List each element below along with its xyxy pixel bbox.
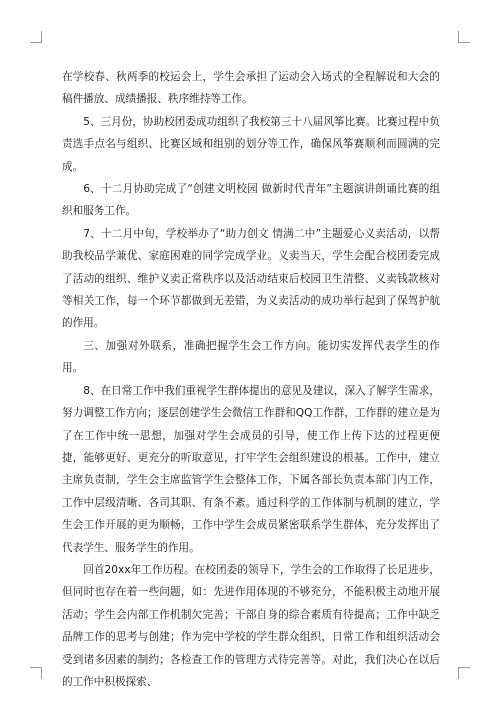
paragraph-speech-contest: 6、十二月协助完成了“创建文明校园 做新时代青年”主题演讲朗诵比赛的组织和服务工作。: [62, 183, 440, 218]
paragraph-daily-work: 8、在日常工作中我们重视学生群体提出的意见及建议，深入了解学生需求，努力调整工作方向；逐层创建学生会微信工作群和QQ工作群，工作群的建立是为了在工作中统一思想，加强对学生会成员的引导，使工作上传下达的过程更便捷，能够更好、更充分的听取意见，打牢学生会组织建设的根基。工作中，建立主席负责制，学生会主席监管学生会整体工作，下属各部长负责本部门内工作，工作中层级清晰、各司其职、有条不紊。通过科学的工作体制与机制的建立，学生会工作开展的更为顺畅，工作中学生会成员紧密联系学生群体，充分发挥出了代表学生、服务学生的作用。: [62, 384, 440, 554]
section-heading-external-liaison: 三、加强对外联系，准确把握学生会工作方向。能切实发挥代表学生的作用。: [62, 339, 440, 375]
paragraph-charity-sale: 7、十二月中旬，学校举办了“助力创文 情满二中”主题爱心义卖活动，以帮助我校品学兼优、家庭困难的同学完成学业。义卖当天，学生会配合校团委完成了活动的组织、维护义卖正常秩序以及活动结束后校园卫生清整、义卖钱款核对等相关工作，每一个环节都做到无差错，为义卖活动的成功举行起到了保驾护航的作用。: [62, 227, 440, 330]
crop-mark-bottom-right: [458, 667, 470, 679]
crop-mark-bottom-left: [30, 667, 42, 679]
paragraph-kite-contest: 5、三月份，协助校团委成功组织了我校第三十八届风筝比赛。比赛过程中负责选手点名与组织、比赛区域和组别的划分等工作，确保风筝赛顺利而圆满的完成。: [62, 115, 440, 173]
document-body: [62, 66, 440, 693]
paragraph-year-review: 回首20xx年工作历程。在校团委的领导下，学生会的工作取得了长足进步，但同时也存在着一些问题，如：先进作用体现的不够充分，不能积极主动地开展活动；学生会内部工作机制欠完善；干部自身的综合素质有待提高；工作中缺乏品牌工作的思考与创建；作为完中学校的学生群众组织，日常工作和组织活动会受到诸多因素的制约；各检查工作的管理方式待完善等。对此，我们决心在以后的工作中积极探索、: [62, 563, 440, 688]
crop-mark-top-right: [458, 31, 470, 43]
paragraph-sports-meet: 在学校春、秋两季的校运会上，学生会承担了运动会入场式的全程解说和大会的稿件播放、成绩播报、秩序维持等工作。: [62, 71, 440, 106]
crop-mark-top-left: [30, 31, 42, 43]
